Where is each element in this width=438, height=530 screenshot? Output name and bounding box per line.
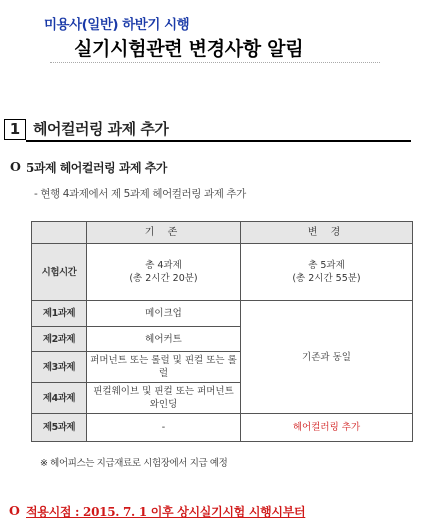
row-label-task4: 제4과제 (32, 383, 87, 414)
time-before-line2: (총 2시간 20분) (129, 273, 198, 284)
cell-merged-after: 기존과 동일 (241, 301, 413, 414)
table-row (32, 244, 413, 301)
bullet-text: 5과제 헤어컬러링 과제 추가 (26, 161, 167, 175)
cell-task2-before: 헤어커트 (87, 327, 241, 352)
row-label-task1: 제1과제 (32, 301, 87, 327)
bullet-marker: O (10, 159, 21, 174)
table-row (32, 301, 413, 327)
section-underline (26, 140, 411, 142)
apply-date-text: 적용시점 : 2015. 7. 1 이후 상시실기시험 시행시부터 (26, 505, 306, 519)
time-after-line2: (총 2시간 55분) (292, 273, 361, 284)
cell-task4-before: 핀컬웨이브 및 핀컬 또는 퍼머넌트 와인딩 (87, 383, 241, 414)
cell-task3-before: 퍼머넌트 또는 롤럴 및 핀컬 또는 롤럴 (87, 352, 241, 383)
cell-task5-before: - (87, 414, 241, 442)
row-label-time: 시험시간 (32, 244, 87, 301)
table-header-blank (32, 222, 87, 244)
row-label-task5: 제5과제 (32, 414, 87, 442)
notice-subtitle: 미용사(일반) 하반기 시행 (44, 17, 190, 33)
row-label-task3: 제3과제 (32, 352, 87, 383)
section-number: 1 (4, 119, 26, 140)
time-after-line1: 총 5과제 (308, 260, 345, 271)
time-before-line1: 총 4과제 (145, 260, 182, 271)
table-header-after: 변 경 (241, 222, 413, 244)
detail-text: - 현행 4과제에서 제 5과제 헤어컬러링 과제 추가 (34, 188, 246, 200)
cell-task1-before: 메이크업 (87, 301, 241, 327)
title-divider (50, 62, 380, 63)
table-row (32, 414, 413, 442)
cell-task5-after: 헤어컬러링 추가 (241, 414, 413, 442)
cell-time-after (241, 244, 413, 301)
section-title: 헤어컬러링 과제 추가 (33, 120, 169, 138)
apply-marker: O (9, 503, 20, 518)
notice-title: 실기시험관련 변경사항 알림 (74, 38, 304, 60)
changes-table (31, 221, 413, 442)
table-header-before: 기 존 (87, 222, 241, 244)
row-label-task2: 제2과제 (32, 327, 87, 352)
hairpiece-note: ※ 헤어피스는 지급재료로 시험장에서 지급 예정 (40, 458, 228, 469)
table-header-row (32, 222, 413, 244)
cell-time-before (87, 244, 241, 301)
